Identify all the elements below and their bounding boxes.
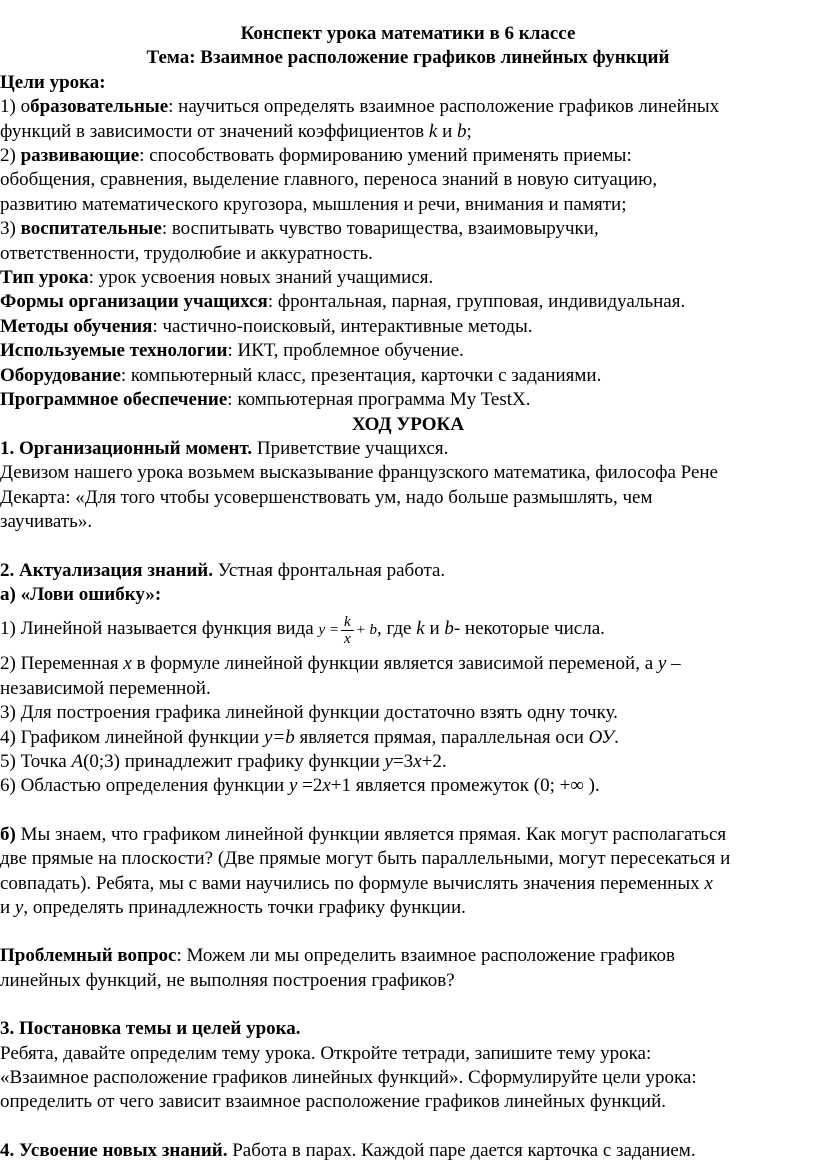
item-3: 3) Для построения графика линейной функции достаточно взять одну точку. [0,702,618,724]
section-1-line3: Декарта: «Для того чтобы усовершенствовать ум, надо больше размышлять, чем [0,486,653,508]
section-3-line3: определить от чего зависит взаимное расположение графиков линейных функций. [0,1091,667,1113]
subsection-a: а) «Лови ошибку»: [0,583,162,605]
item-1: 1) Линейной называется функция вида y = $\frac{k}{x}$ + b, где k и b- некоторые числа. [0,614,605,648]
section-2: 2. Актуализация знаний. Устная фронтальная работа. [0,559,446,581]
spacer [0,799,816,823]
course-heading: ХОД УРОКА [351,413,465,435]
problem-question: Проблемный вопрос: Можем ли мы определить взаимное расположение графиков [0,945,676,967]
organization-forms: Формы организации учащихся: фронтальная, парная, групповая, индивидуальная. [0,291,686,313]
spacer [0,1115,816,1139]
teaching-methods: Методы обучения: частично-поисковый, интерактивные методы. [0,315,533,337]
spacer [0,993,816,1017]
item-2: 2) Переменная x в формуле линейной функции является зависимой переменой, а y – [0,653,681,675]
document-page [0,22,816,1163]
section-1: 1. Организационный момент. Приветствие учащихся. [0,437,449,459]
section-1-line2: Девизом нашего урока возьмем высказывание французского математика, философа Рене [0,462,718,484]
goal-1: 1) образовательные: научиться определять взаимное расположение графиков линейных [0,96,720,118]
item-6: 6) Областью определения функции у =2х+1 является промежуток (0; +∞ ). [0,775,600,797]
subsection-b-line3: совпадать). Ребята, мы с вами научились по формуле вычислять значения переменных x [0,872,713,894]
spacer [0,535,816,559]
section-3: 3. Постановка темы и целей урока. [0,1018,301,1040]
lesson-type: Тип урока: урок усвоения новых знаний учащимися. [0,267,434,289]
item-2-cont: независимой переменной. [0,677,211,699]
item-4: 4) Графиком линейной функции y=b является прямая, параллельная оси ОУ. [0,726,619,748]
subsection-b-line4: и y, определять принадлежность точки графику функции. [0,897,466,918]
equipment: Оборудование: компьютерный класс, презентация, карточки с заданиями. [0,364,602,386]
goal-3-cont: ответственности, трудолюбие и аккуратность. [0,242,373,264]
section-1-line4: заучивать». [0,511,93,533]
lesson-topic: Тема: Взаимное расположение графиков линейных функций [146,47,670,69]
technologies: Используемые технологии: ИКТ, проблемное обучение. [0,340,464,362]
section-3-line1: Ребята, давайте определим тему урока. Откройте тетради, запишите тему урока: [0,1042,652,1064]
software: Программное обеспечение: компьютерная программа My TestX. [0,389,531,411]
problem-question-cont: линейных функций, не выполняя построения графиков? [0,969,455,991]
subsection-b-line2: две прямые на плоскости? (Две прямые могут быть параллельными, могут пересекаться и [0,848,731,870]
section-4: 4. Усвоение новых знаний. Работа в парах. Каждой паре дается карточка с заданием. [0,1139,696,1161]
goal-3: 3) воспитательные: воспитывать чувство товарищества, взаимовыручки, [0,218,599,240]
goal-2-cont: обобщения, сравнения, выделение главного, переноса знаний в новую ситуацию, [0,169,658,191]
goals-heading: Цели урока: [0,71,106,93]
spacer [0,920,816,944]
subsection-b: б) Мы знаем, что графиком линейной функции является прямая. Как могут располагаться [0,823,727,845]
goal-2: 2) развивающие: способствовать формированию умений применять приемы: [0,145,632,167]
goal-2-cont2: развитию математического кругозора, мышления и речи, внимания и памяти; [0,193,627,215]
item-5: 5) Точка А(0;3) принадлежит графику функции у=3х+2. [0,750,447,772]
goal-1-cont: функций в зависимости от значений коэффициентов k и b; [0,120,472,142]
section-3-line2: «Взаимное расположение графиков линейных функций». Сформулируйте цели урока: [0,1067,697,1089]
document-title: Конспект урока математики в 6 классе [240,23,576,44]
formula-linear: y = $\frac{k}{x}$ + b [318,614,378,648]
